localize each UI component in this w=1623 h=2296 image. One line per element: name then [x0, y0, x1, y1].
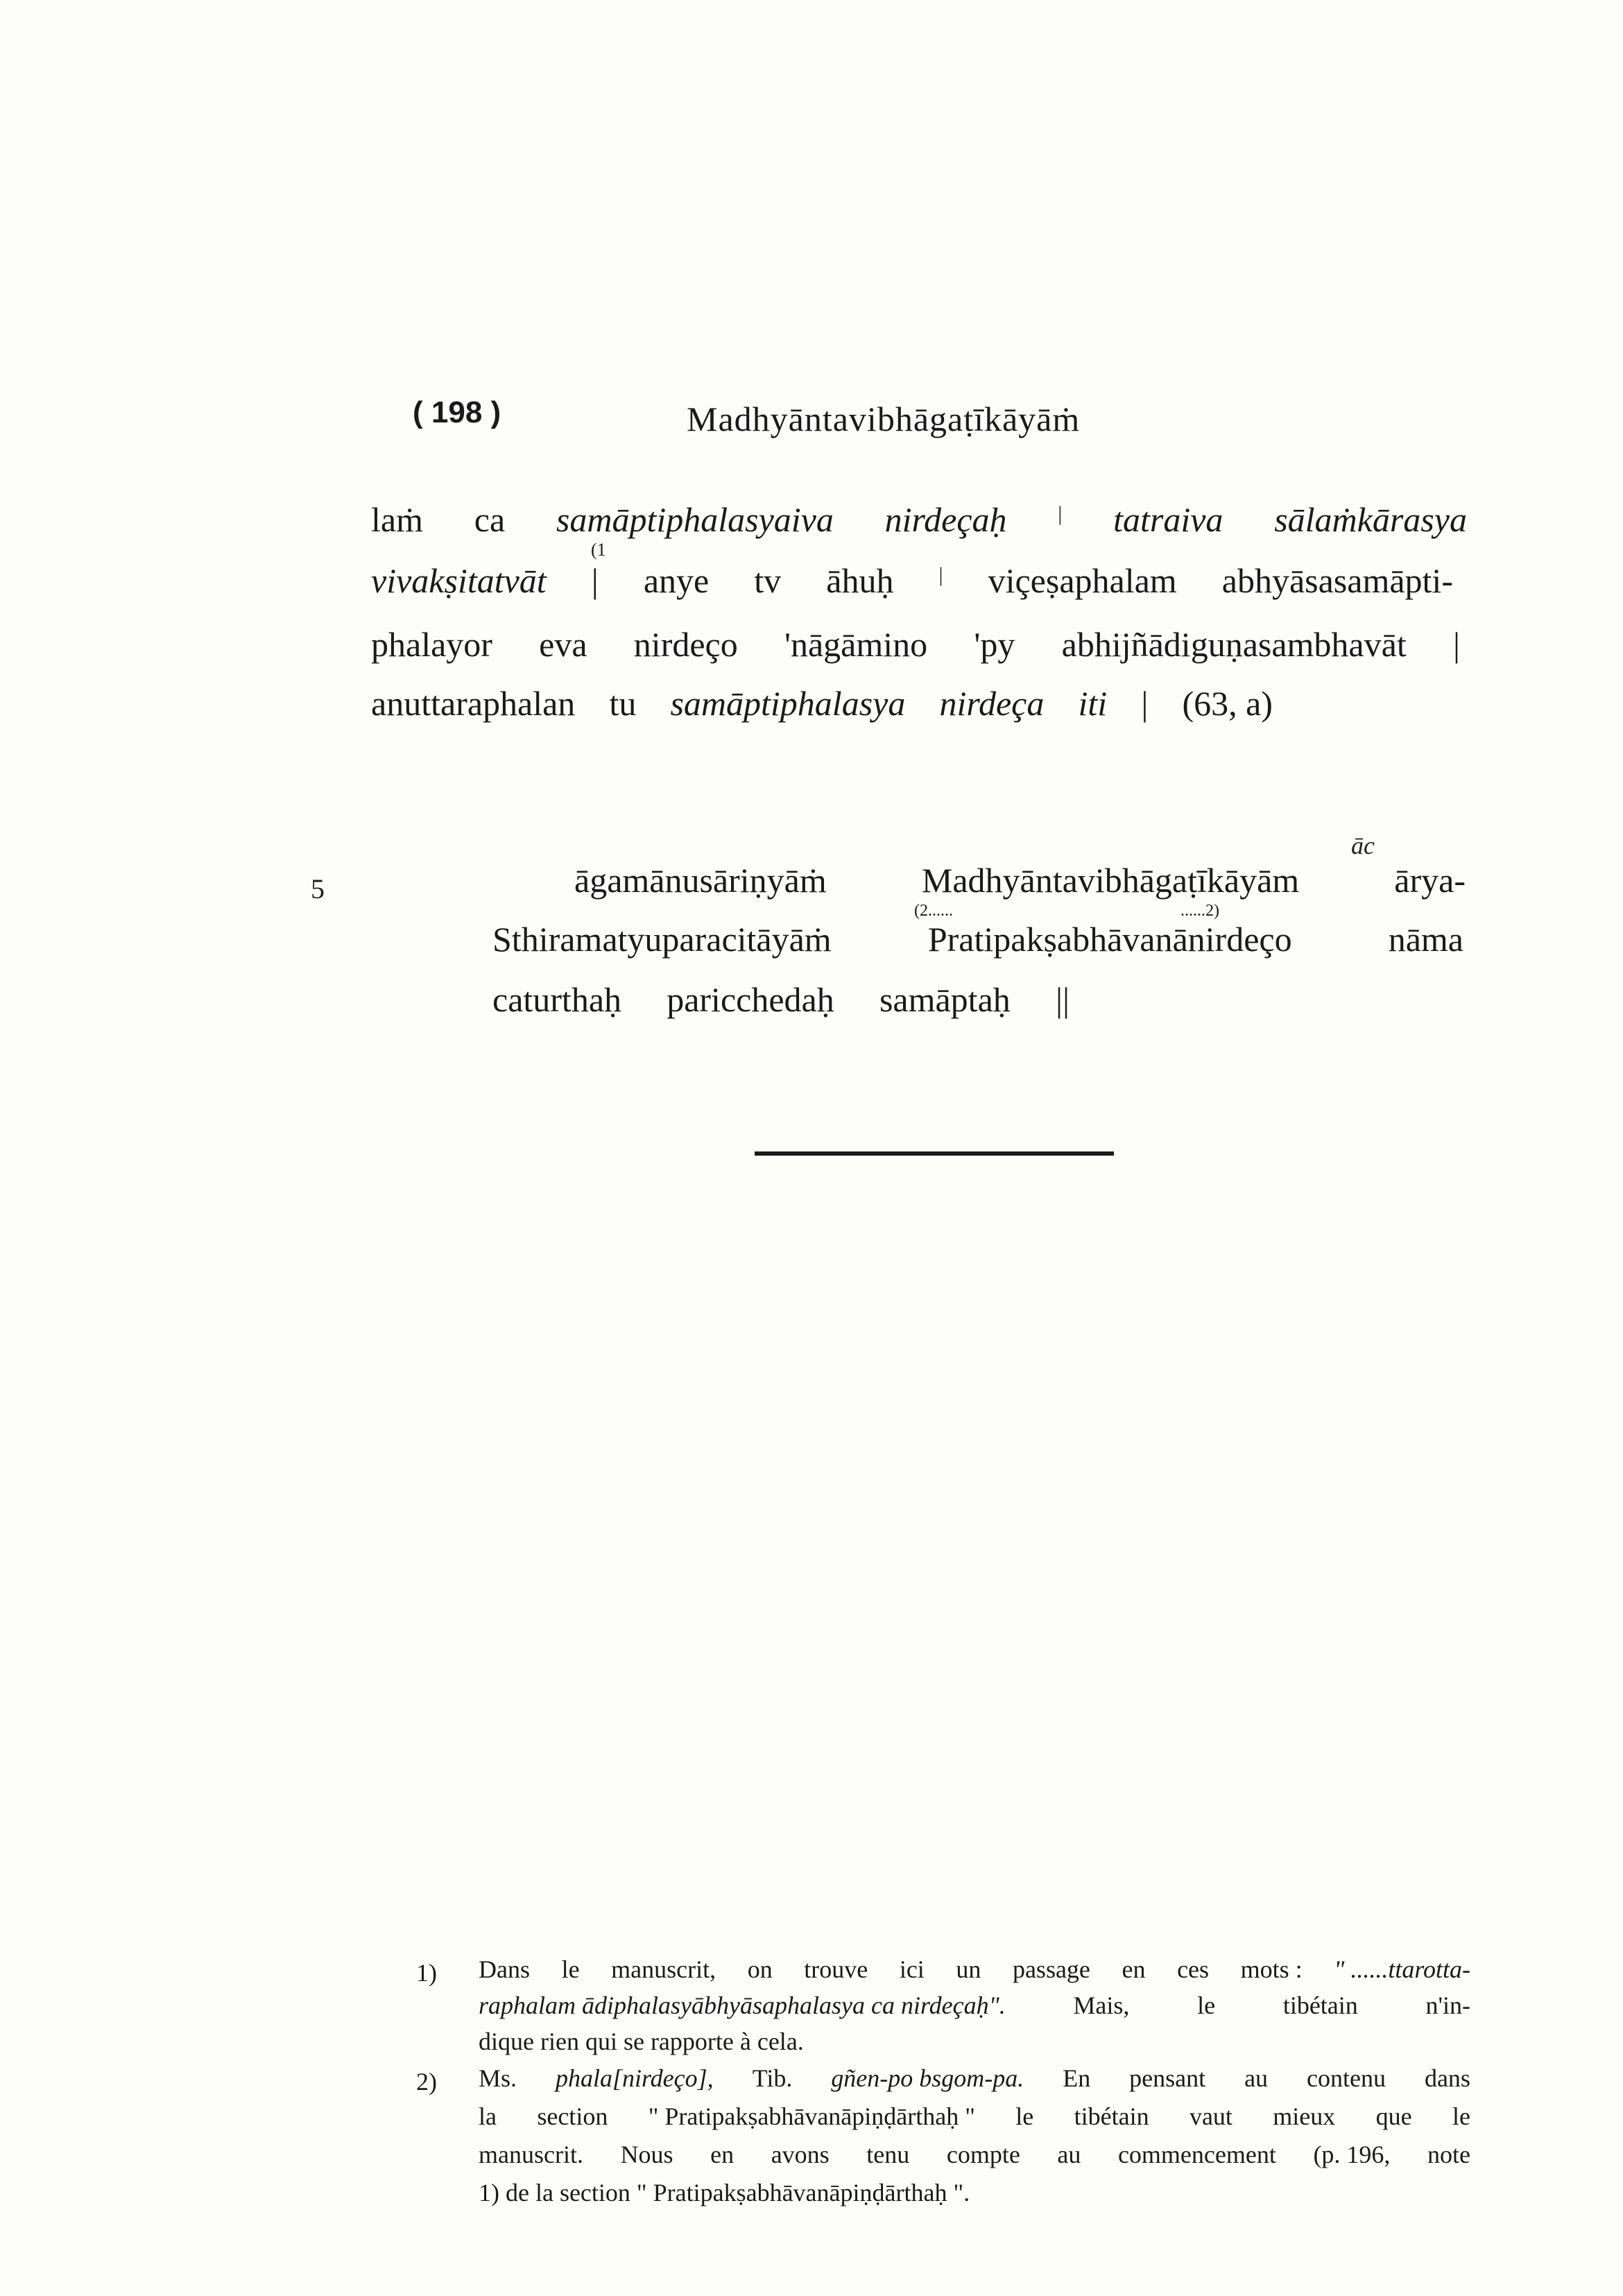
word: le [1197, 1991, 1216, 2019]
word: En [1063, 2064, 1091, 2092]
word: caturthaḥ [492, 980, 622, 1019]
verse-reference: (63, a) [1182, 684, 1273, 723]
danda: | [1452, 625, 1460, 664]
word: raphalam ādiphalasyābhyāsaphalasya ca nirdeçaḥ". [479, 1991, 1006, 2019]
word: compte [946, 2141, 1020, 2168]
word: au [1244, 2064, 1269, 2092]
word: eva [539, 625, 587, 664]
running-title: Madhyāntavibhāgaṭīkāyāṁ [687, 400, 1081, 438]
word: Ms. [479, 2064, 517, 2092]
line-number: 5 [311, 873, 325, 905]
word: phala[nirdeço], [555, 2064, 714, 2092]
word: Tib. [752, 2064, 793, 2092]
word: 'nāgāmino [784, 625, 928, 664]
word: tu [609, 684, 637, 723]
handwritten-annotation: āc [1351, 832, 1375, 859]
word: samāptaḥ [879, 980, 1011, 1019]
danda: | [1058, 502, 1063, 525]
body-line-2 [371, 560, 1453, 601]
word: en [710, 2141, 735, 2168]
word: au [1057, 2141, 1081, 2168]
word: mots : [1240, 1955, 1303, 1983]
body-line-3 [371, 624, 1460, 665]
body-line-4 [371, 683, 1273, 723]
word: vaut [1189, 2102, 1233, 2130]
word: ces [1177, 1955, 1210, 1983]
word: tv [754, 561, 782, 600]
word: Nous [620, 2141, 673, 2168]
word: anye [643, 561, 710, 600]
word: tibétain [1074, 2102, 1149, 2130]
footnote-1-line-1 [479, 1955, 1470, 1984]
word: la [479, 2102, 497, 2130]
word: le [1015, 2102, 1034, 2130]
word: en [1122, 1955, 1146, 1983]
word: nirdeça [939, 684, 1045, 723]
word: avons [771, 2141, 830, 2168]
word: abhijñādiguṇasambhavāt [1061, 625, 1407, 664]
word: nāma [1388, 920, 1463, 959]
word: Pratipakṣabhāvanānirdeço [927, 920, 1292, 959]
word: āgamānusāriṇyāṁ [574, 861, 827, 900]
footnote-2-line-2 [479, 2102, 1470, 2131]
word: pensant [1129, 2064, 1206, 2092]
section-end-rule [755, 1151, 1114, 1156]
word: phalayor [371, 625, 492, 664]
word: n'in- [1425, 1991, 1470, 2019]
word: on [747, 1955, 773, 1983]
danda: || [1055, 980, 1070, 1019]
footnote-2-line-1 [479, 2064, 1470, 2093]
word: trouve [804, 1955, 868, 1983]
body-line-1 [371, 499, 1467, 540]
word: samāptiphalasya [670, 684, 906, 723]
word: ici [899, 1955, 925, 1983]
danda: | [591, 561, 599, 600]
danda: | [1141, 684, 1149, 723]
word: sālaṁkārasya [1274, 500, 1467, 539]
word: contenu [1307, 2064, 1386, 2092]
word: dans [1424, 2064, 1470, 2092]
body-line-6 [492, 919, 1463, 959]
word: āhuḥ [826, 561, 894, 600]
word: tibétain [1282, 1991, 1358, 2019]
word: paricchedaḥ [667, 980, 834, 1019]
word: Dans [479, 1955, 530, 1983]
word: manuscrit. [479, 2141, 583, 2168]
footnote-1-line-3 [479, 2027, 1470, 2056]
footnote-2-line-3 [479, 2140, 1470, 2169]
word: vivakṣitatvāt [371, 561, 547, 600]
page-number: ( 198 ) [413, 395, 501, 429]
word: le [561, 1955, 580, 1983]
footnote-2-number: 2) [416, 2068, 437, 2096]
word: section [537, 2102, 608, 2130]
word: ārya- [1394, 861, 1466, 900]
footnote-marker-1: (1 [591, 540, 606, 560]
word: gñen-po bsgom-pa. [831, 2064, 1024, 2092]
footnote-marker-2-open: (2...... [914, 902, 953, 920]
word: passage [1012, 1955, 1090, 1983]
word: laṁ [371, 500, 423, 539]
word: manuscrit, [611, 1955, 716, 1983]
word: iti [1078, 684, 1108, 723]
word: un [956, 1955, 981, 1983]
footnote-marker-2-close: ......2) [1180, 902, 1219, 920]
word: que [1375, 2102, 1412, 2130]
word: Madhyāntavibhāgaṭīkāyām [921, 861, 1300, 900]
word: le [1452, 2102, 1470, 2130]
word: mieux [1273, 2102, 1336, 2130]
footnote-1-line-2 [479, 1991, 1470, 2020]
word: " Pratipakṣabhāvanāpiṇḍārthaḥ " [648, 2102, 975, 2130]
word: note [1427, 2141, 1470, 2168]
word: tenu [866, 2141, 910, 2168]
word: 'py [974, 625, 1015, 664]
footnote-1-number: 1) [416, 1959, 437, 1987]
word: anuttaraphalan [371, 684, 576, 723]
word: tatraiva [1113, 500, 1223, 539]
word: viçeṣaphalam [988, 561, 1177, 600]
word: nirdeço [633, 625, 738, 664]
word: (p. 196, [1313, 2141, 1391, 2168]
danda: | [938, 563, 943, 586]
word: " ......ttarotta- [1334, 1955, 1470, 1983]
footnote-text: dique rien qui se rapporte à cela. [479, 2028, 804, 2055]
footnote-2-line-4 [479, 2178, 1470, 2207]
footnote-text: 1) de la section " Pratipakṣabhāvanāpiṇḍārthaḥ ". [479, 2179, 970, 2207]
word: Sthiramatyuparacitāyāṁ [492, 920, 832, 959]
word: samāptiphalasyaiva [556, 500, 834, 539]
word: abhyāsasamāpti- [1221, 561, 1453, 600]
body-line-7 [492, 979, 1070, 1020]
body-line-5 [574, 860, 1466, 900]
word: ca [474, 500, 506, 539]
word: commencement [1117, 2141, 1276, 2168]
word: Mais, [1073, 1991, 1130, 2019]
word: nirdeçaḥ [884, 500, 1007, 539]
